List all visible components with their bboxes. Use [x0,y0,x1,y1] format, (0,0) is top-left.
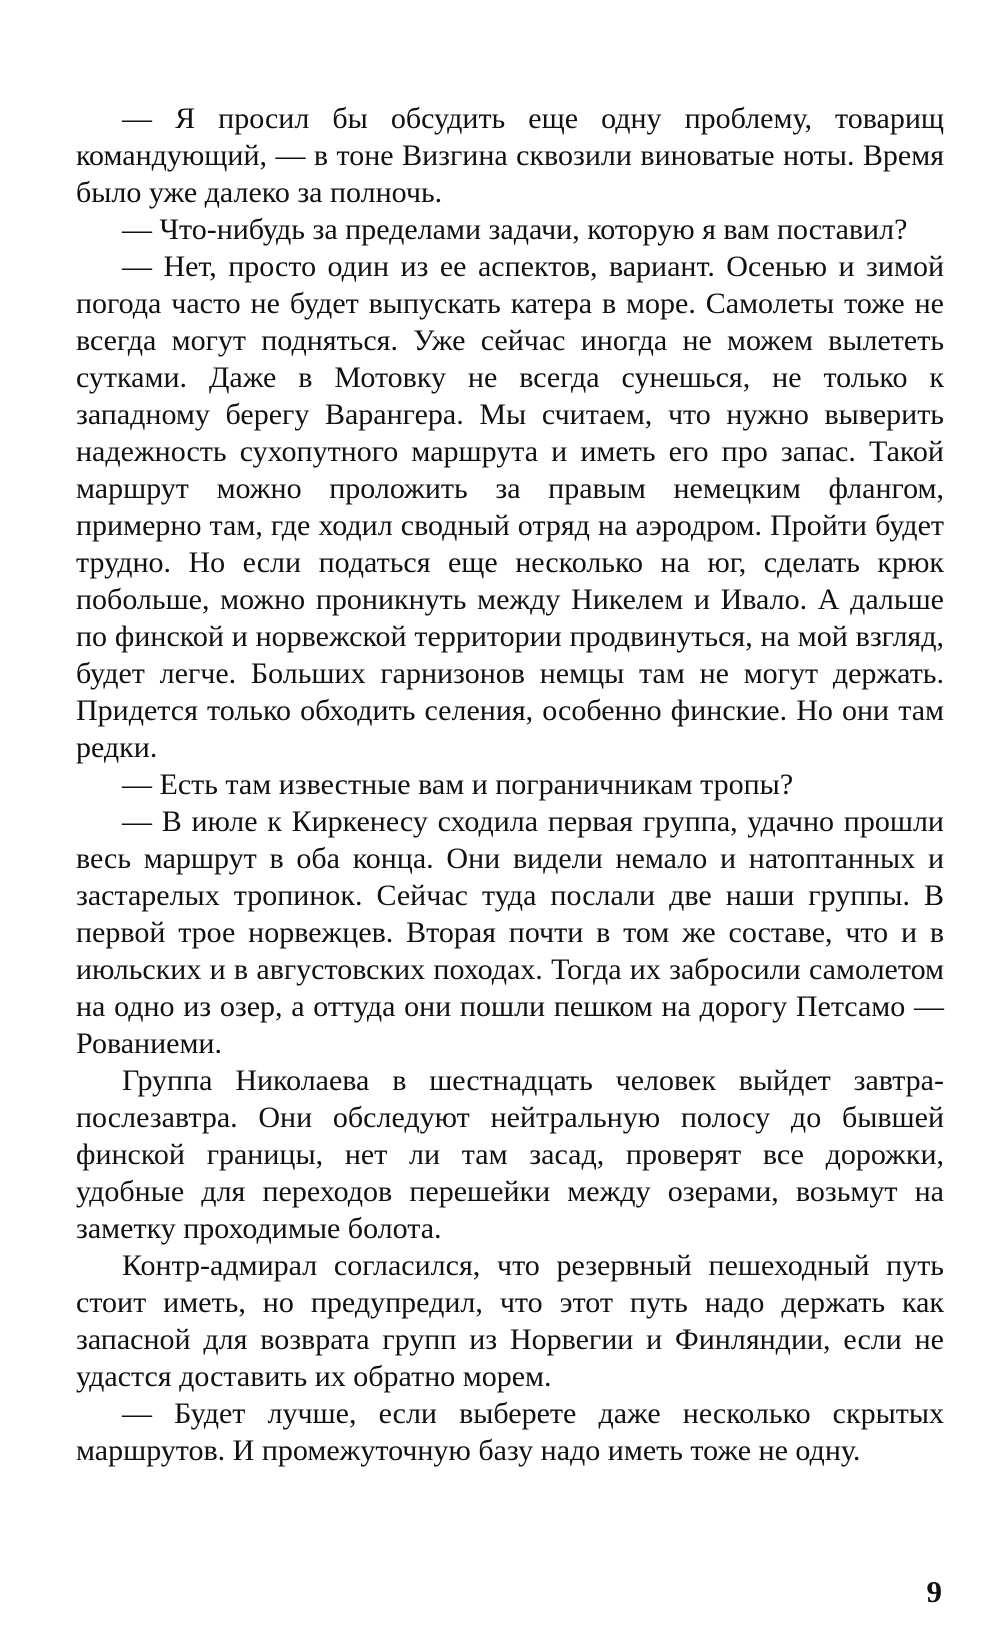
paragraph: — Я просил бы обсудить еще одну проблему, товарищ командующий, — в тоне Визгина сквозили виноватые ноты. Время было уже далеко за полночь. [76,102,944,209]
body-text [76,100,944,1469]
paragraph: Группа Николаева в шестнадцать человек выйдет завтра-послезавтра. Они обследуют нейтральную полосу до бывшей финской границы, нет ли там засад, проверят все дорожки, удобные для переходов перешейки между озерами, возьмут на заметку проходимые болота. [76,1064,944,1245]
paragraph: — Будет лучше, если выберете даже несколько скрытых маршрутов. И промежуточную базу надо иметь тоже не одну. [76,1397,944,1467]
page-number: 9 [926,1574,942,1609]
paragraph: — Нет, просто один из ее аспектов, вариант. Осенью и зимой погода часто не будет выпускать катера в море. Самолеты тоже не всегда могут подняться. Уже сейчас иногда не можем вылететь сутками. Даже в Мотовку не всегда сунешься, не только к западному берегу Варангера. Мы считаем, что нужно выверить надежность сухопутного маршрута и иметь его про запас. Такой маршрут можно проложить за правым немецким флангом, примерно там, где ходил сводный отряд на аэродром. Пройти будет трудно. Но если податься еще несколько на юг, сделать крюк побольше, можно проникнуть между Никелем и Ивало. А дальше по финской и норвежской территории продвинуться, на мой взгляд, будет легче. Больших гарнизонов немцы там не могут держать. Придется только обходить селения, особенно финские. Но они там редки. [76,250,944,764]
paragraph: Контр-адмирал согласился, что резервный пешеходный путь стоит иметь, но предупредил, что этот путь надо держать как запасной для возврата групп из Норвегии и Финляндии, если не удастся доставить их обратно морем. [76,1249,944,1393]
paragraph: — Есть там известные вам и пограничникам тропы? [122,768,794,801]
paragraph: — В июле к Киркенесу сходила первая группа, удачно прошли весь маршрут в оба конца. Они видели немало и натоптанных и застарелых тропинок. Сейчас туда послали две наши группы. В первой трое норвежцев. Вторая почти в том же составе, что и в июльских и в августовских походах. Тогда их забросили самолетом на одно из озер, а оттуда они пошли пешком на дорогу Петсамо — Рованиеми. [76,805,944,1060]
paragraph: — Что-нибудь за пределами задачи, которую я вам поставил? [122,213,908,246]
